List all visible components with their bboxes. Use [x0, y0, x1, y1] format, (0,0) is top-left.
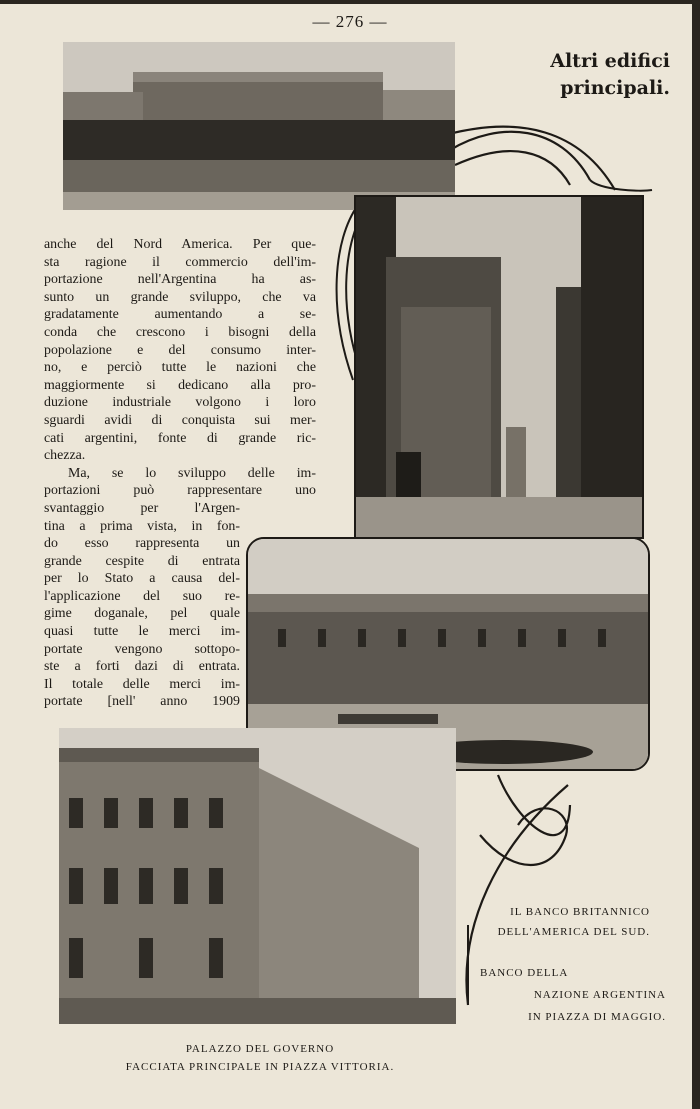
photo-banco-britannico	[354, 195, 644, 539]
page-edge-shadow	[692, 0, 700, 1109]
page-number: — 276 —	[312, 12, 388, 31]
text-line: tina a prima vista, in fon-	[44, 518, 240, 534]
text-line: duzione industriale volgono i loro	[44, 395, 316, 411]
text-line: portazione nell'Argentina ha as-	[44, 272, 316, 288]
text-line: anche del Nord America. Per que-	[44, 237, 316, 252]
text-line: gime doganale, pel quale	[44, 606, 240, 622]
text-line: chezza.	[44, 448, 86, 464]
text-line: no, e perciò tutte le nazioni che	[44, 360, 316, 376]
article-text	[44, 236, 316, 711]
text-line: do esso rappresenta un	[44, 536, 240, 552]
caption-palazzo-governo	[60, 1040, 460, 1076]
caption-line: IL BANCO BRITANNICO	[510, 906, 650, 918]
text-line: svantaggio per l'Argen-	[44, 500, 240, 516]
caption-line: DELL'AMERICA DEL SUD.	[497, 926, 650, 938]
photo-panorama	[63, 42, 455, 210]
caption-line: PALAZZO DEL GOVERNO	[185, 1043, 335, 1055]
top-border	[0, 0, 700, 4]
text-line: sunto un grande sviluppo, che va	[44, 289, 316, 305]
text-line: conda che crescono i bisogni della	[44, 324, 316, 340]
text-line: portate vengono sottopo-	[44, 641, 240, 657]
text-line: ste a forti dazi di entrata.	[44, 659, 240, 675]
text-line: portazioni può rappresentare uno	[44, 483, 316, 499]
text-line: Ma, se lo sviluppo delle im-	[68, 465, 316, 481]
text-line: grande cespite di entrata	[44, 553, 240, 569]
text-line: cati argentini, fonte di grande ric-	[44, 430, 316, 446]
photo-palazzo-governo	[59, 728, 456, 1024]
text-line: gradatamente aumentando a se-	[44, 307, 316, 323]
text-line: popolazione e del consumo inter-	[44, 342, 316, 358]
text-line: quasi tutte le merci im-	[44, 624, 240, 640]
caption-line: BANCO DELLA	[480, 967, 569, 979]
section-heading	[550, 48, 670, 102]
text-line: maggiormente si dedicano alla pro-	[44, 377, 316, 393]
caption-banco-britannico	[480, 902, 650, 942]
text-line: Il totale delle merci im-	[44, 676, 240, 692]
caption-line: IN PIAZZA DI MAGGIO.	[528, 1011, 666, 1023]
heading-line-2: principali.	[560, 77, 670, 99]
caption-line: FACCIATA PRINCIPALE IN PIAZZA VITTORIA.	[125, 1061, 395, 1073]
caption-line: NAZIONE ARGENTINA	[533, 989, 666, 1001]
text-line: sguardi avidi di conquista sui mer-	[44, 412, 316, 428]
text-line: per lo Stato a causa del-	[44, 571, 240, 587]
text-line: sta ragione il commercio dell'im-	[44, 254, 316, 270]
heading-line-1: Altri edifici	[550, 50, 670, 72]
text-line: l'applicazione del suo re-	[44, 588, 240, 604]
caption-banco-nazione	[480, 962, 666, 1028]
text-line: portate [nell' anno 1909	[44, 694, 240, 710]
